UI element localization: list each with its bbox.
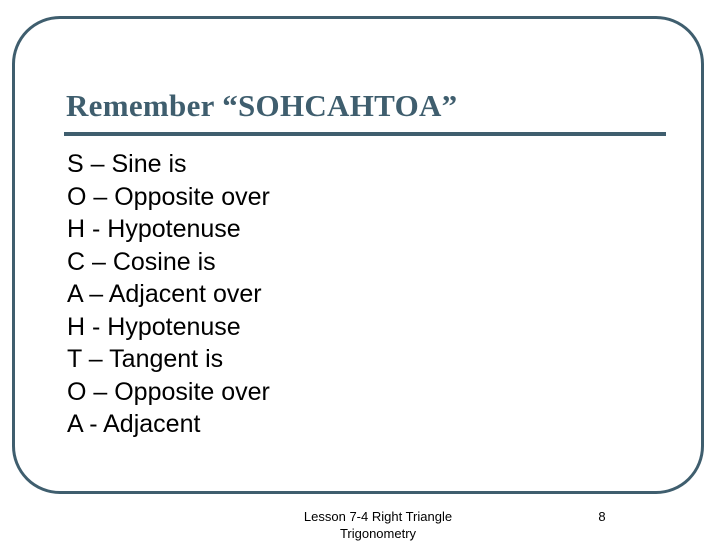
mnemonic-line-a: A – Adjacent over [67,280,262,308]
mnemonic-line-t: T – Tangent is [67,345,224,373]
mnemonic-line-o: O – Opposite over [67,182,270,211]
footer-caption: Lesson 7-4 Right Triangle Trigonometry [303,509,453,541]
slide-title: Remember “SOHCAHTOA” [66,88,458,123]
title-divider [64,132,666,136]
mnemonic-line-c: C – Cosine is [67,247,216,276]
mnemonic-line-h: H - Hypotenuse [67,215,241,243]
mnemonic-line-h2: H - Hypotenuse [67,312,241,341]
mnemonic-line-o2: O – Opposite over [67,377,270,406]
page-number: 8 [598,509,606,524]
mnemonic-line-s: S – Sine is [67,150,187,178]
mnemonic-line-a2: A - Adjacent [67,410,201,438]
mnemonic-list [67,148,270,441]
